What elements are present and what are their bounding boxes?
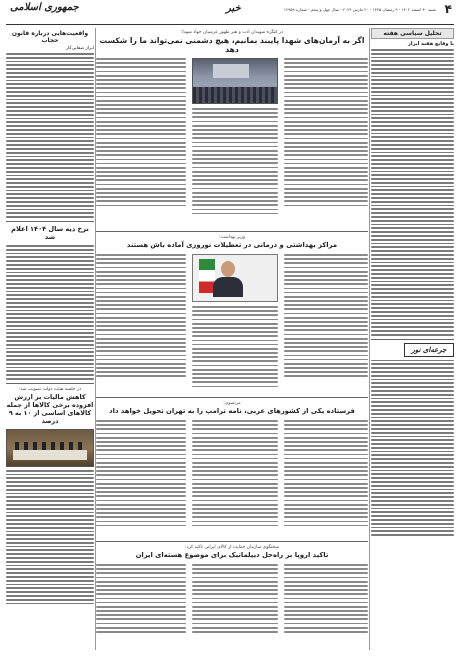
story-headline: تاکید اروپا بر راه‌حل دیپلماتیک برای موضوع هسته‌ای ایران — [135, 551, 329, 559]
cabinet-photo — [6, 429, 94, 467]
column-divider — [369, 28, 370, 650]
story-body — [96, 58, 368, 228]
right-column — [371, 28, 454, 538]
story-headline: اگر به آرمان‌های شهدا پایبند بمانیم، هیچ دشمنی نمی‌تواند ما را شکست دهد — [99, 36, 365, 54]
story-headline: نرخ دیه سال ۱۴۰۴ اعلام شد — [11, 225, 89, 242]
story-body — [96, 564, 368, 644]
story-kicker: وزیر بهداشت: — [218, 235, 246, 240]
divider — [371, 339, 454, 340]
story-kicker: در کنگره شهیدان ادب و هنر ظهور عرشیان جهاد شهدا: — [180, 30, 284, 35]
story-headline: کاهش مالیات بر ارزش افزوده برخی کالاها از جمله کالاهای اساسی از ۱۰ به ۹ درصد — [6, 392, 94, 425]
center-column — [96, 28, 368, 644]
box-subtitle: با وقایع هفته ابراز — [408, 41, 454, 47]
divider — [96, 541, 368, 542]
article-body — [6, 470, 94, 605]
story-body — [96, 420, 368, 538]
divider — [6, 221, 94, 222]
page-number: ۴ — [444, 2, 452, 16]
story-kicker: مرتضوی: — [223, 401, 241, 406]
masthead — [6, 0, 454, 25]
section-label: خبر — [226, 3, 241, 14]
story-headline: مراکز بهداشتی و درمانی در تعطیلات نوروزی آماده باش هستند — [126, 241, 338, 249]
minister-photo — [192, 254, 278, 302]
column-badge: جرعه‌ای نور — [404, 343, 454, 357]
date-line: شنبه ۳۰ اسفند ۱۴۰۲ - ۹ رمضان ۱۴۴۵ - ۲۰ مارس ۲۰۲۴ - سال چهل و پنجم - شماره ۱۲۹۵۹ — [283, 7, 436, 12]
story-kicker: ابراز صفایی‌کار — [66, 46, 94, 51]
story-kicker: سخنگوی سازمان حمایت از کالای ایرانی تاکید کرد: — [184, 545, 280, 550]
story-kicker: در جلسه هیئت دولت تصویب شد: — [18, 386, 82, 392]
newspaper-logo: جمهوری اسلامی — [10, 2, 79, 13]
article-body — [6, 53, 94, 218]
divider — [96, 231, 368, 232]
story-body — [96, 254, 368, 394]
left-column — [6, 28, 94, 606]
article-body — [371, 360, 454, 536]
box-title: تحلیل سیاسی هفته — [371, 28, 454, 39]
article-body — [6, 245, 94, 380]
story-headline: واقعیت‌هایی درباره قانون حجاب — [11, 30, 89, 44]
article-body — [371, 49, 454, 336]
ceremony-photo — [192, 58, 278, 104]
story-headline: فرستاده یکی از کشورهای عربی، نامه ترامپ را به تهران تحویل خواهد داد — [109, 407, 355, 415]
divider — [96, 397, 368, 398]
divider — [6, 383, 94, 384]
